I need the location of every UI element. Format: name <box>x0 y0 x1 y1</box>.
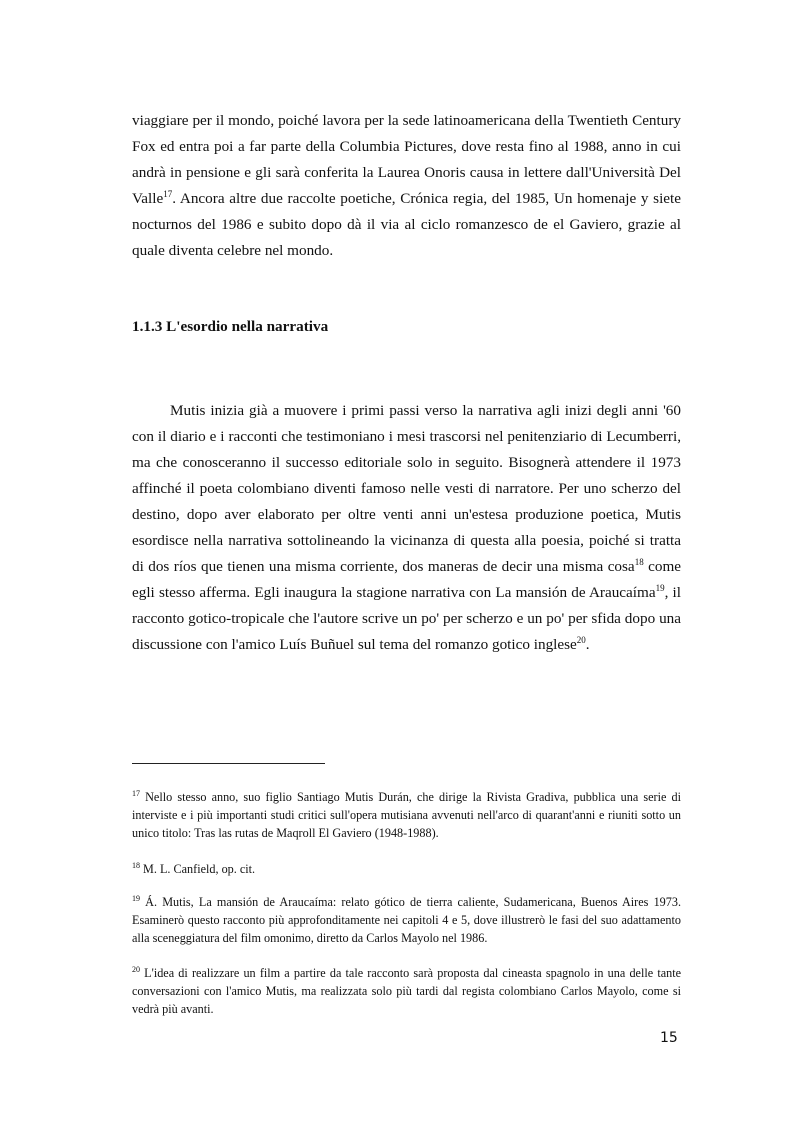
paragraph-1-text-b: . Ancora altre due raccolte poetiche, Crónica regia, del 1985, Un homenaje y siete nocturnos del 1986 e subito dopo dà il via al ciclo romanzesco de el Gaviero, grazie al quale diventa celebre nel mondo. <box>132 190 681 259</box>
paragraph-2-text-c: , il racconto gotico-tropicale che l'autore scrive un po' per scherzo e un po' per sfida dopo una discussione con l'amico Luís Buñuel sul tema del romanzo gotico inglese <box>132 584 681 653</box>
paragraph-2-text-a: Mutis inizia già a muovere i primi passi verso la narrativa agli inizi degli anni '60 con il diario e i racconti che testimoniano i mesi trascorsi nel penitenziario di Lecumberri, ma che conosceranno il successo editoriale solo in seguito. Bisognerà attendere il 1973 affinché il poeta colombiano diventi famoso nelle vesti di narratore. Per uno scherzo del destino, dopo aver elaborato per oltre venti anni un'estesa produzione poetica, Mutis esordisce nella narrativa sottolineando la vicinanza di questa alla poesia, poiché si tratta di dos ríos que tienen una misma corriente, dos maneras de decir una misma cosa <box>132 402 681 575</box>
footnote-text: L'idea di realizzare un film a partire da tale racconto sarà proposta dal cineasta spagnolo in una delle tante conversazioni con l'amico Mutis, ma realizzata solo più tardi dal regista colombiano Carlos Mayolo, come si vedrà più avanti. <box>132 966 681 1016</box>
footnote-18 <box>132 860 681 878</box>
section-heading: 1.1.3 L'esordio nella narrativa <box>132 318 329 335</box>
footnote-ref-20[interactable]: 20 <box>576 634 586 645</box>
footnote-number: 20 <box>132 964 140 974</box>
footnote-17 <box>132 788 681 842</box>
footnote-ref-19[interactable]: 19 <box>655 582 665 593</box>
body-paragraph-2 <box>132 398 681 658</box>
paragraph-2-text-d: . <box>585 636 590 653</box>
footnote-ref-18[interactable]: 18 <box>634 556 644 567</box>
paragraph-2-text-b: come egli stesso afferma. Egli inaugura la stagione narrativa con La mansión de Araucaíma <box>132 558 682 601</box>
page-number: 15 <box>660 1030 678 1046</box>
footnote-20 <box>132 964 681 1018</box>
footnote-number: 17 <box>132 788 140 798</box>
footnote-text: M. L. Canfield, op. cit. <box>140 862 256 876</box>
footnote-number: 18 <box>132 860 140 870</box>
footnote-ref-17[interactable]: 17 <box>163 188 173 199</box>
body-paragraph-1 <box>132 108 681 264</box>
footnote-number: 19 <box>132 893 140 903</box>
footnote-separator <box>132 763 325 764</box>
footnote-text: Á. Mutis, La mansión de Araucaíma: relato gótico de tierra caliente, Sudamericana, Buenos Aires 1973. Esaminerò questo racconto più approfonditamente nei capitoli 4 e 5, dove illustrerò le fasi del suo adattamento alla sceneggiatura del film omonimo, diretto da Carlos Mayolo nel 1986. <box>132 895 681 945</box>
paragraph-1-text-a: viaggiare per il mondo, poiché lavora per la sede latinoamericana della Twentieth Century Fox ed entra poi a far parte della Columbia Pictures, dove resta fino al 1988, anno in cui andrà in pensione e gli sarà conferita la Laurea Onoris causa in lettere dall'Università Del Valle <box>132 112 681 207</box>
footnote-text: Nello stesso anno, suo figlio Santiago Mutis Durán, che dirige la Rivista Gradiva, pubblica una serie di interviste e i più importanti studi critici sull'opera mutisiana avvenuti nell'arco di quarant'anni e riuniti sotto un unico titolo: Tras las rutas de Maqroll El Gaviero (1948-1988). <box>132 790 681 840</box>
footnote-19 <box>132 893 681 947</box>
